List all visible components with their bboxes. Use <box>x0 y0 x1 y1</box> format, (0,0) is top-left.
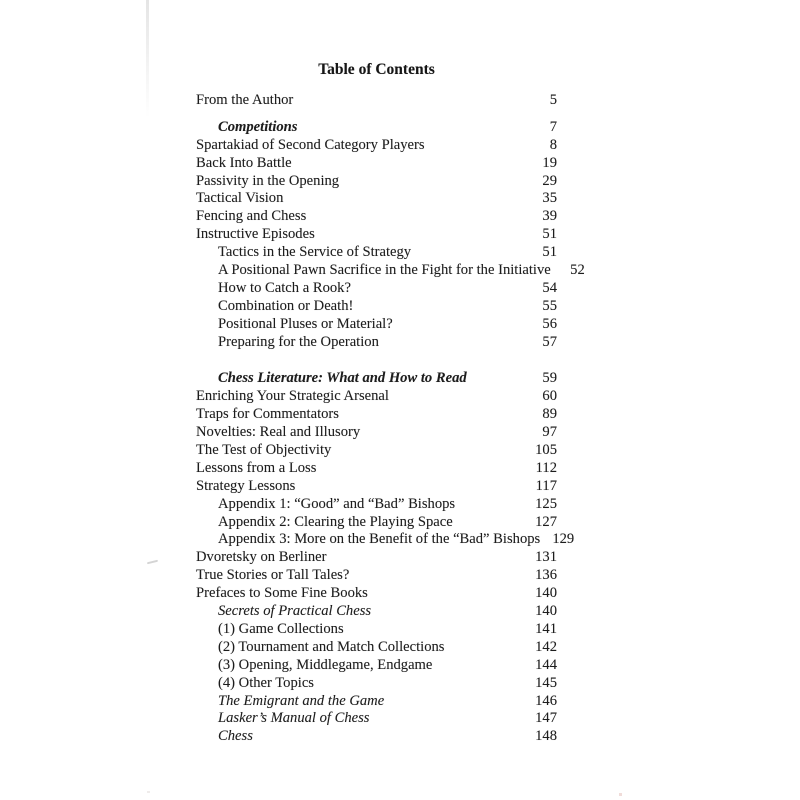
toc-entry-page-number: 142 <box>535 638 557 655</box>
toc-entry-row <box>196 280 557 298</box>
toc-entry-page-number: 147 <box>535 710 557 727</box>
toc-entry-row <box>196 496 557 514</box>
toc-entry-label: (4) Other Topics <box>218 674 314 691</box>
toc-entry-page-number: 56 <box>542 315 557 332</box>
page-title: Table of Contents <box>318 61 435 78</box>
toc-entry-page-number: 144 <box>535 656 557 673</box>
toc-entry-page-number: 19 <box>542 154 557 171</box>
toc-entry-page-number: 52 <box>570 262 585 279</box>
toc-entry-row <box>196 92 557 110</box>
toc-entry-label: Dvoretsky on Berliner <box>196 549 327 566</box>
toc-entry-page-number: 131 <box>535 549 557 566</box>
scan-edge-artifact <box>146 0 149 118</box>
toc-entry-row <box>196 190 557 208</box>
toc-entry-row <box>196 531 575 549</box>
toc-entry-row <box>196 424 557 442</box>
toc-entry-label: Appendix 3: More on the Benefit of the “Bad” Bishops <box>218 531 541 548</box>
toc-entry-page-number: 35 <box>542 190 557 207</box>
toc-entry-label: True Stories or Tall Tales? <box>196 567 350 584</box>
toc-entry-page-number: 57 <box>542 333 557 350</box>
toc-entry-label: The Emigrant and the Game <box>218 692 385 709</box>
toc-entry-label: Preparing for the Operation <box>218 333 379 350</box>
toc-entry-page-number: 148 <box>535 728 557 745</box>
toc-entry-page-number: 97 <box>542 424 557 441</box>
toc-entry-page-number: 89 <box>542 406 557 423</box>
toc-entry-label: (2) Tournament and Match Collections <box>218 638 445 655</box>
toc-entry-row <box>196 388 557 406</box>
toc-entry-label: Combination or Death! <box>218 297 354 314</box>
toc-entry-row <box>196 334 557 352</box>
toc-entry-row <box>196 155 557 173</box>
toc-entry-page-number: 55 <box>542 297 557 314</box>
toc-entry-page-number: 129 <box>552 531 575 548</box>
toc-entry-page-number: 145 <box>535 674 557 691</box>
toc-entry-label: (1) Game Collections <box>218 620 344 637</box>
toc-entry-page-number: 117 <box>535 477 557 494</box>
toc-entry-row <box>196 173 557 191</box>
toc-entry-row <box>196 675 557 693</box>
toc-entry-label: Strategy Lessons <box>196 477 296 494</box>
toc-entry-page-number: 7 <box>549 118 557 135</box>
toc-entry-row <box>196 603 557 621</box>
toc-entry-page-number: 29 <box>542 172 557 189</box>
toc-entry-label: From the Author <box>196 92 294 108</box>
toc-entry-label: Fencing and Chess <box>196 208 307 225</box>
toc-entry-label: Passivity in the Opening <box>196 172 340 189</box>
toc-entry-row <box>196 442 557 460</box>
toc-entry-label: Positional Pluses or Material? <box>218 315 393 332</box>
toc-entry-row <box>196 226 557 244</box>
toc-entry-page-number: 51 <box>542 226 557 243</box>
toc-entry-label: Appendix 2: Clearing the Playing Space <box>218 513 453 530</box>
toc-entry-row <box>196 298 557 316</box>
toc-entry-page-number: 8 <box>549 136 557 153</box>
toc-entry-page-number: 105 <box>535 442 557 459</box>
toc-entry-label: Tactical Vision <box>196 190 284 207</box>
toc-entry-row <box>196 639 557 657</box>
toc-entry-row <box>196 478 557 496</box>
toc-entry-label: Traps for Commentators <box>196 406 339 423</box>
toc-entry-label: A Positional Pawn Sacrifice in the Fight for the Initiative <box>218 262 551 279</box>
toc-entry-label: Chess <box>218 728 253 745</box>
toc-entry-row <box>196 567 557 585</box>
toc-entry-page-number: 127 <box>535 513 557 530</box>
toc-entry-page-number: 51 <box>542 244 557 261</box>
toc-entry-row <box>196 208 557 226</box>
toc-entry-label: The Test of Objectivity <box>196 442 332 459</box>
toc-entry-row <box>196 316 557 334</box>
toc-entry-label: Novelties: Real and Illusory <box>196 424 361 441</box>
toc-entry-row <box>196 137 557 155</box>
toc-entry-row <box>196 710 557 728</box>
toc-entry-page-number: 141 <box>535 620 557 637</box>
toc-entry-label: How to Catch a Rook? <box>218 279 351 296</box>
toc-entry-label: Spartakiad of Second Category Players <box>196 136 425 153</box>
toc-entry-page-number: 136 <box>535 567 557 584</box>
toc-entry-label: Prefaces to Some Fine Books <box>196 585 368 602</box>
toc-entry-page-number: 125 <box>535 495 557 512</box>
toc-list <box>196 92 585 746</box>
toc-entry-label: Instructive Episodes <box>196 226 315 243</box>
toc-entry-row <box>196 657 557 675</box>
toc-entry-row <box>196 370 557 388</box>
toc-entry-label: Competitions <box>218 118 298 135</box>
toc-entry-label: Enriching Your Strategic Arsenal <box>196 388 389 405</box>
scan-smudge-artifact <box>147 560 158 565</box>
toc-entry-label: Tactics in the Service of Strategy <box>218 244 412 261</box>
toc-entry-label: (3) Opening, Middlegame, Endgame <box>218 656 433 673</box>
toc-entry-page-number: 140 <box>535 585 557 602</box>
toc-entry-page-number: 39 <box>542 208 557 225</box>
toc-entry-page-number: 60 <box>542 388 557 405</box>
scan-dot-artifact <box>147 791 150 793</box>
toc-entry-page-number: 54 <box>542 279 557 296</box>
toc-entry-page-number: 112 <box>535 459 557 476</box>
toc-entry-row <box>196 406 557 424</box>
toc-entry-row <box>196 621 557 639</box>
toc-entry-row <box>196 549 557 567</box>
toc-entry-label: Secrets of Practical Chess <box>218 603 372 620</box>
toc-entry-page-number: 5 <box>549 92 557 108</box>
toc-entry-row <box>196 693 557 711</box>
toc-entry-page-number: 146 <box>535 692 557 709</box>
toc-entry-row <box>196 262 585 280</box>
toc-entry-row <box>196 244 557 262</box>
toc-entry-page-number: 140 <box>535 603 557 620</box>
toc-entry-label: Lasker’s Manual of Chess <box>218 710 370 727</box>
toc-entry-row <box>196 514 557 532</box>
toc-entry-label: Appendix 1: “Good” and “Bad” Bishops <box>218 495 456 512</box>
toc-entry-label: Back Into Battle <box>196 154 292 171</box>
toc-entry-row <box>196 460 557 478</box>
toc-entry-row <box>196 728 557 746</box>
toc-entry-row <box>196 119 557 137</box>
toc-entry-row <box>196 585 557 603</box>
toc-entry-page-number: 59 <box>542 370 557 387</box>
toc-entry-label: Lessons from a Loss <box>196 459 317 476</box>
toc-entry-label: Chess Literature: What and How to Read <box>218 370 467 387</box>
scan-dot-artifact <box>619 793 622 796</box>
